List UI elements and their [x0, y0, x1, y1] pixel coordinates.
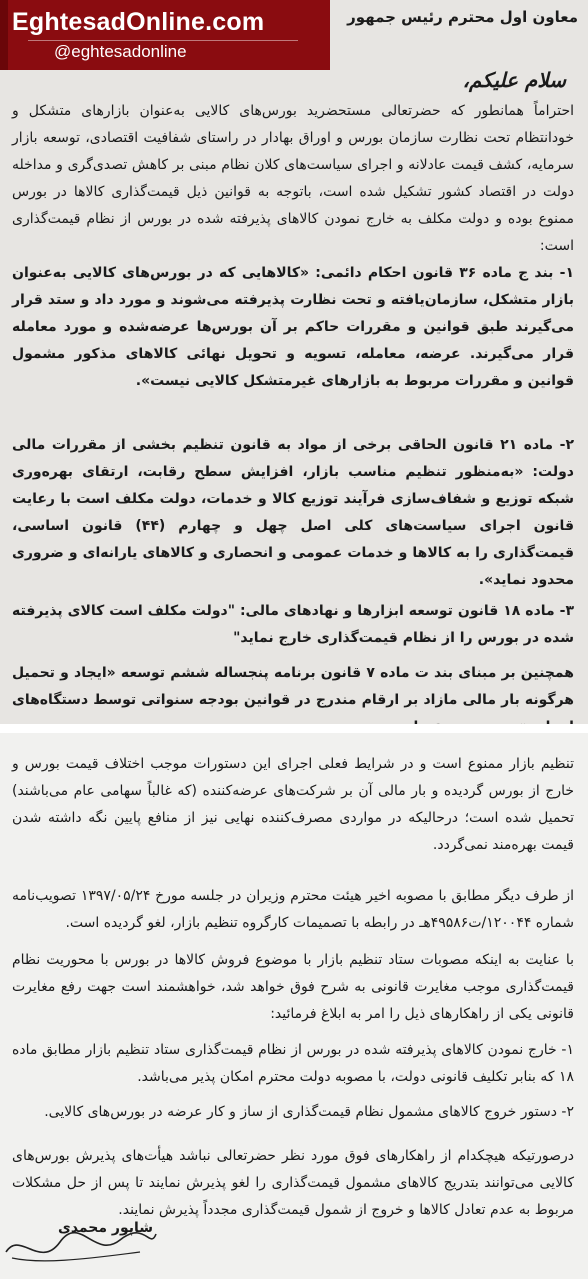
solution-1: ۱- خارج نمودن کالاهای پذیرفته شده در بورس از نظام قیمت‌گذاری ستاد تنظیم بازار مطابق ماده ۱۸ که بنابر تکلیف قانونی دولت، با مصوبه دولت محترم امکان پذیر می‌باشد. [12, 1042, 574, 1085]
watermark-bar [0, 0, 8, 70]
letter-page-2 [0, 733, 588, 1279]
intro-paragraph: احتراماً همانطور که حضرتعالی مستحضرید بورس‌های کالایی به‌عنوان بازارهای متشکل و خودانتظام تحت نظارت سازمان بورس و اوراق بهادار در راستای شفافیت اقتصادی، توسعه بازار سرمایه، کشف قیمت عادلانه و اجرای سیاست‌های کلان نظام مبنی بر کاهش تصدی‌گری و مداخله دولت در اقتصاد کشور تشکیل شده است، باتوجه به قوانین ذیل قیمت‌گذاری کالاها در بورس ممنوع بوده و دولت مکلف به خارج نمودن کالاهای پذیرفته شده در بورس از نظام قیمت‌گذاری است: [12, 103, 574, 254]
page2-paragraph-3: با عنایت به اینکه مصوبات ستاد تنظیم بازار با موضوع فروش کالاها در بورس با محوریت نظام قیمت‌گذاری موجب مغایرت قانونی به شرح فوق خواهد شد، خواهشمند است جهت رفع مغایرت قانونی یکی از راهکارهای ذیل را امر به ابلاغ فرمائید: [12, 952, 574, 1022]
continuation-paragraph: همچنین بر مبنای بند ت ماده ۷ قانون برنامه پنجساله ششم توسعه «ایجاد و تحمیل هرگونه بار مالی مازاد بر ارقام مندرج در قوانین بودجه سنواتی توسط دستگاه‌های [12, 665, 575, 708]
signature-scribble [0, 1200, 160, 1279]
signature-block [0, 1200, 160, 1279]
solution-2: ۲- دستور خروج کالاهای مشمول نظام قیمت‌گذاری از ساز و کار عرضه در بورس‌های کالایی. [44, 1104, 574, 1120]
greeting: سلام علیکم، [462, 68, 566, 92]
item-2: ۲- ماده ۲۱ قانون الحاقی برخی از مواد به قانون تنظیم بخشی از مقررات مالی دولت: «به‌منظور تنظیم مناسب بازار، افزایش سطح رقابت، ارتقای بهره‌وری شبکه توزیع و شفاف‌سازی فرآیند توزیع کالا و خدمات، دولت مکلف است با رعایت قانون اجرای سیاست‌های کلی اصل چهل و چهارم (۴۴) قانون اساسی، قیمت‌گذاری را به کالاها و خدمات عمومی و انحصاری و کالاهای یارانه‌ای و ضروری محدود نماید». [12, 437, 575, 588]
watermark-badge [0, 0, 330, 70]
watermark-handle: @eghtesadonline [54, 42, 187, 61]
page2-paragraph-1: تنظیم بازار ممنوع است و در شرایط فعلی اجرای این دستورات موجب اختلاف قیمت بورس و خارج از بورس گردیده و بار مالی آن بر شرکت‌های عرضه‌کننده (که غالباً سهامی عام می‌باشند) تحمیل شده است؛ درحالیکه در مواردی مصرف‌کننده نهایی نیز از منافع پایین نگه داشته شدن قیمت بهره‌مند نمی‌گردد. [12, 756, 574, 853]
closing-paragraph: درصورتیکه هیچکدام از راهکارهای فوق مورد نظر حضرتعالی نباشد هیأت‌های پذیرش بورس‌های کالایی می‌توانند بتدریج کالاهای مشمول قیمت‌گذاری را لغو پذیرش نمایند تا پس از حل مشکلات مربوط به عدم تعادل کالاها و خروج از شمول قیمت‌گذاری مجدداً پذیرش نمایند. [12, 1148, 574, 1218]
addressee: معاون اول محترم رئیس جمهور [347, 8, 578, 26]
item-1: ۱- بند ج ماده ۳۶ قانون احکام دائمی: «کالاهایی که در بورس‌های کالایی به‌عنوان بازار متشکل، سازمان‌یافته و تحت نظارت پذیرفته می‌شوند و مورد داد و ستد قرار می‌گیرند طبق قوانین و مقررات حاکم بر آن بورس‌ها عرضه‌شده و مورد معامله قرار می‌گیرند. عرضه، معامله، تسویه و تحویل نهائی کالاهای مذکور مشمول قوانین و مقررات مربوط به بازارهای غیرمتشکل کالایی نیست». [12, 265, 574, 389]
item-3: ۳- ماده ۱۸ قانون توسعه ابزارها و نهادهای مالی: "دولت مکلف است کالای پذیرفته شده در بورس را از نظام قیمت‌گذاری خارج نماید" [12, 603, 574, 646]
watermark-divider [28, 40, 298, 41]
page2-paragraph-2: از طرف دیگر مطابق با مصوبه اخیر هیئت محترم وزیران در جلسه مورخ ۱۳۹۷/۰۵/۲۴ تصویب‌نامه شماره ۱۲۰۰۴۴/ت۴۹۵۸۶هـ در رابطه با تصمیمات کارگروه تنظیم بازار، لغو گردیده است. [12, 888, 575, 931]
watermark-title: EghtesadOnline.com [12, 8, 265, 36]
signature-name: شاپور محمدی [58, 1220, 154, 1236]
page-separator [0, 724, 588, 733]
